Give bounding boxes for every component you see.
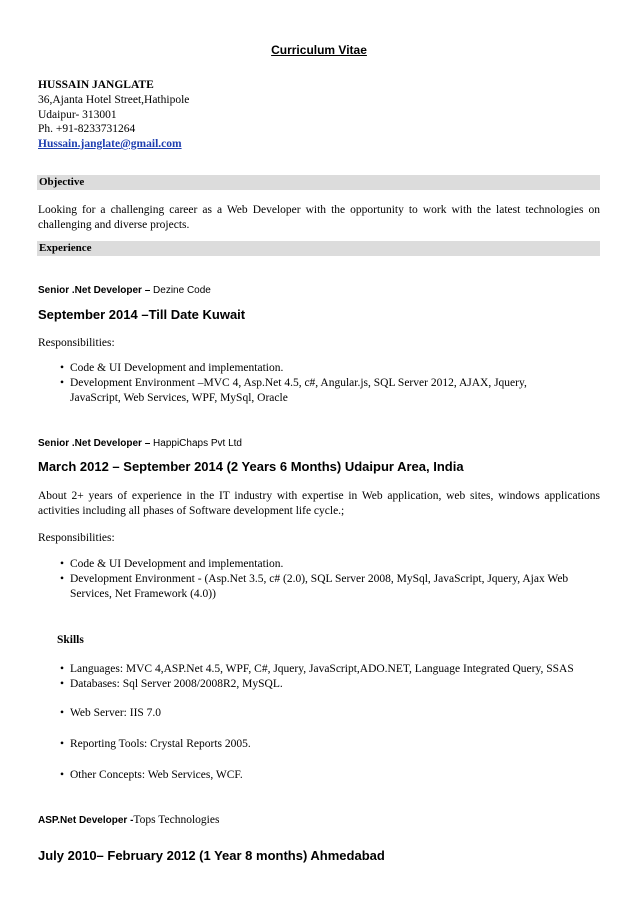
list-item-continuation: [38, 391, 600, 406]
list-item: [38, 737, 608, 752]
job1-responsibilities-list: [38, 361, 600, 406]
list-item: [38, 361, 600, 376]
list-item-continuation: [38, 587, 600, 602]
document-title: Curriculum Vitae: [271, 43, 367, 57]
skill-text: Databases: Sql Server 2008/2008R2, MySQL.: [70, 678, 283, 690]
job3-period: July 2010– February 2012 (1 Year 8 months) Ahmedabad: [38, 848, 385, 863]
job2-title-line: [38, 437, 242, 451]
skills-list: [38, 662, 608, 783]
bullet-text: JavaScript, Web Services, WPF, MySql, Oracle: [70, 392, 288, 404]
phone-number: Ph. +91-8233731264: [38, 123, 136, 135]
bullet-icon: •: [60, 362, 65, 374]
bullet-icon: •: [60, 377, 65, 389]
job1-title-line: [38, 284, 211, 298]
list-item: [38, 662, 608, 677]
bullet-icon: •: [60, 678, 65, 690]
skills-heading: Skills: [57, 634, 84, 646]
skill-text: Languages: MVC 4,ASP.Net 4.5, WPF, C#, Jquery, JavaScript,ADO.NET, Language Integrated Query, SSAS: [70, 663, 574, 675]
bullet-text: Code & UI Development and implementation.: [70, 362, 284, 374]
bullet-icon: •: [60, 573, 65, 585]
job1-responsibilities-label: Responsibilities:: [38, 337, 115, 349]
address-line-2: Udaipur- 313001: [38, 109, 117, 121]
job2-summary: About 2+ years of experience in the IT industry with expertise in Web application, web sites, windows applications activities including all phases of Software development life cycle.;: [38, 490, 600, 517]
job3-title-line: [38, 813, 219, 828]
skill-text: Other Concepts: Web Services, WCF.: [70, 769, 243, 781]
job2-period: March 2012 – September 2014 (2 Years 6 Months) Udaipur Area, India: [38, 459, 464, 474]
objective-text: Looking for a challenging career as a Web Developer with the opportunity to work with the latest technologies on challenging and diverse projects.: [38, 204, 600, 231]
experience-heading: Experience: [39, 242, 92, 254]
job1-company: Dezine Code: [153, 285, 211, 296]
job2-responsibilities-label: Responsibilities:: [38, 532, 115, 544]
bullet-icon: •: [60, 738, 65, 750]
list-item: [38, 706, 608, 721]
skill-text: Reporting Tools: Crystal Reports 2005.: [70, 738, 251, 750]
job2-responsibilities-list: [38, 557, 600, 602]
bullet-text: Development Environment - (Asp.Net 3.5, c# (2.0), SQL Server 2008, MySql, JavaScript, Jquery, Ajax Web: [70, 573, 569, 585]
job3-company: Tops Technologies: [133, 814, 220, 826]
bullet-icon: •: [60, 663, 65, 675]
bullet-icon: •: [60, 769, 65, 781]
address-line-1: 36,Ajanta Hotel Street,Hathipole: [38, 94, 190, 106]
job2-company: HappiChaps Pvt Ltd: [153, 438, 242, 449]
bullet-text: Development Environment –MVC 4, Asp.Net 4.5, c#, Angular.js, SQL Server 2012, AJAX, Jquery,: [70, 377, 527, 389]
experience-heading-bar: [37, 241, 600, 256]
bullet-text: Code & UI Development and implementation.: [70, 558, 284, 570]
list-item: [38, 677, 608, 692]
bullet-icon: •: [60, 707, 65, 719]
job2-role: Senior .Net Developer –: [38, 438, 154, 449]
objective-heading: Objective: [39, 176, 85, 188]
candidate-name: HUSSAIN JANGLATE: [38, 79, 154, 91]
list-item: [38, 572, 600, 587]
skill-text: Web Server: IIS 7.0: [70, 707, 162, 719]
list-item: [38, 557, 600, 572]
list-item: [38, 768, 608, 783]
job1-role: Senior .Net Developer –: [38, 285, 154, 296]
email-link[interactable]: Hussain.janglate@gmail.com: [38, 138, 182, 150]
job1-period: September 2014 –Till Date Kuwait: [38, 307, 246, 322]
bullet-text: Services, Net Framework (4.0)): [70, 588, 216, 600]
job3-role: ASP.Net Developer -: [38, 815, 134, 826]
objective-heading-bar: [37, 175, 600, 190]
list-item: [38, 376, 600, 391]
bullet-icon: •: [60, 558, 65, 570]
